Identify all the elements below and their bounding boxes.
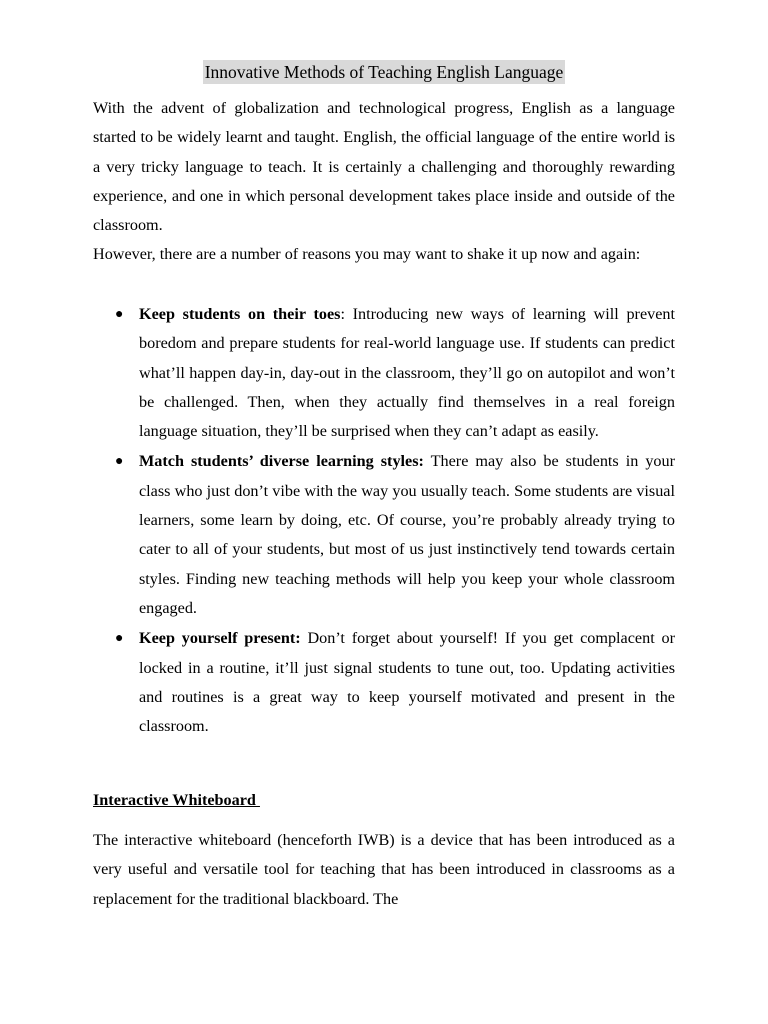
- bullet-lead: Keep students on their toes: [139, 305, 341, 323]
- document-title: Innovative Methods of Teaching English Language: [204, 62, 564, 82]
- intro-paragraph: With the advent of globalization and technological progress, English as a language started to be widely learnt and taught. English, the official language of the entire world is a very tricky language to teach. It is certainly a challenging and thoroughly rewarding experience, and one in which personal development takes place inside and outside of the classroom.: [93, 99, 675, 235]
- bullet-lead: Keep yourself present:: [139, 629, 301, 648]
- bullet-text: There may also be students in your class who just don’t vibe with the way you usually teach. Some students are visual learners, some learn by doing, etc. Of course, you’re probably already trying to cater to all of your students, but most of us just instinctively tend towards certain styles. Finding new teaching methods will help you keep your whole classroom engaged.: [139, 452, 675, 617]
- bullet-text: Don’t forget about yourself! If you get complacent or locked in a routine, it’ll just signal students to tune out, too. Updating activities and routines is a great way to keep yourself motivated and present in the classroom.: [139, 629, 675, 736]
- list-item: [93, 447, 675, 623]
- list-item: [93, 624, 675, 741]
- bullet-lead: Match students’ diverse learning styles:: [139, 452, 424, 471]
- bullet-icon: ●: [115, 307, 124, 322]
- bullet-text: : Introducing new ways of learning will prevent boredom and prepare students for real-world language use. If students can predict what’ll happen day-in, day-out in the classroom, they’ll go on autopilot and won’t be challenged. Then, when they actually find themselves in a real foreign language situation, they’ll be surprised when they can’t adapt as easily.: [139, 305, 675, 441]
- iwb-paragraph: The interactive whiteboard (henceforth IWB) is a device that has been introduced as a very useful and versatile tool for teaching that has been introduced in classrooms as a replacement for the traditional blackboard. The: [93, 831, 675, 908]
- title-wrap: [0, 60, 768, 84]
- bullet-icon: ●: [115, 631, 124, 647]
- reasons-list: [93, 300, 675, 741]
- section-heading: Interactive Whiteboard: [93, 791, 260, 809]
- however-paragraph: However, there are a number of reasons you may want to shake it up now and again:: [93, 245, 641, 263]
- bullet-icon: ●: [115, 454, 124, 470]
- list-item: [93, 300, 675, 446]
